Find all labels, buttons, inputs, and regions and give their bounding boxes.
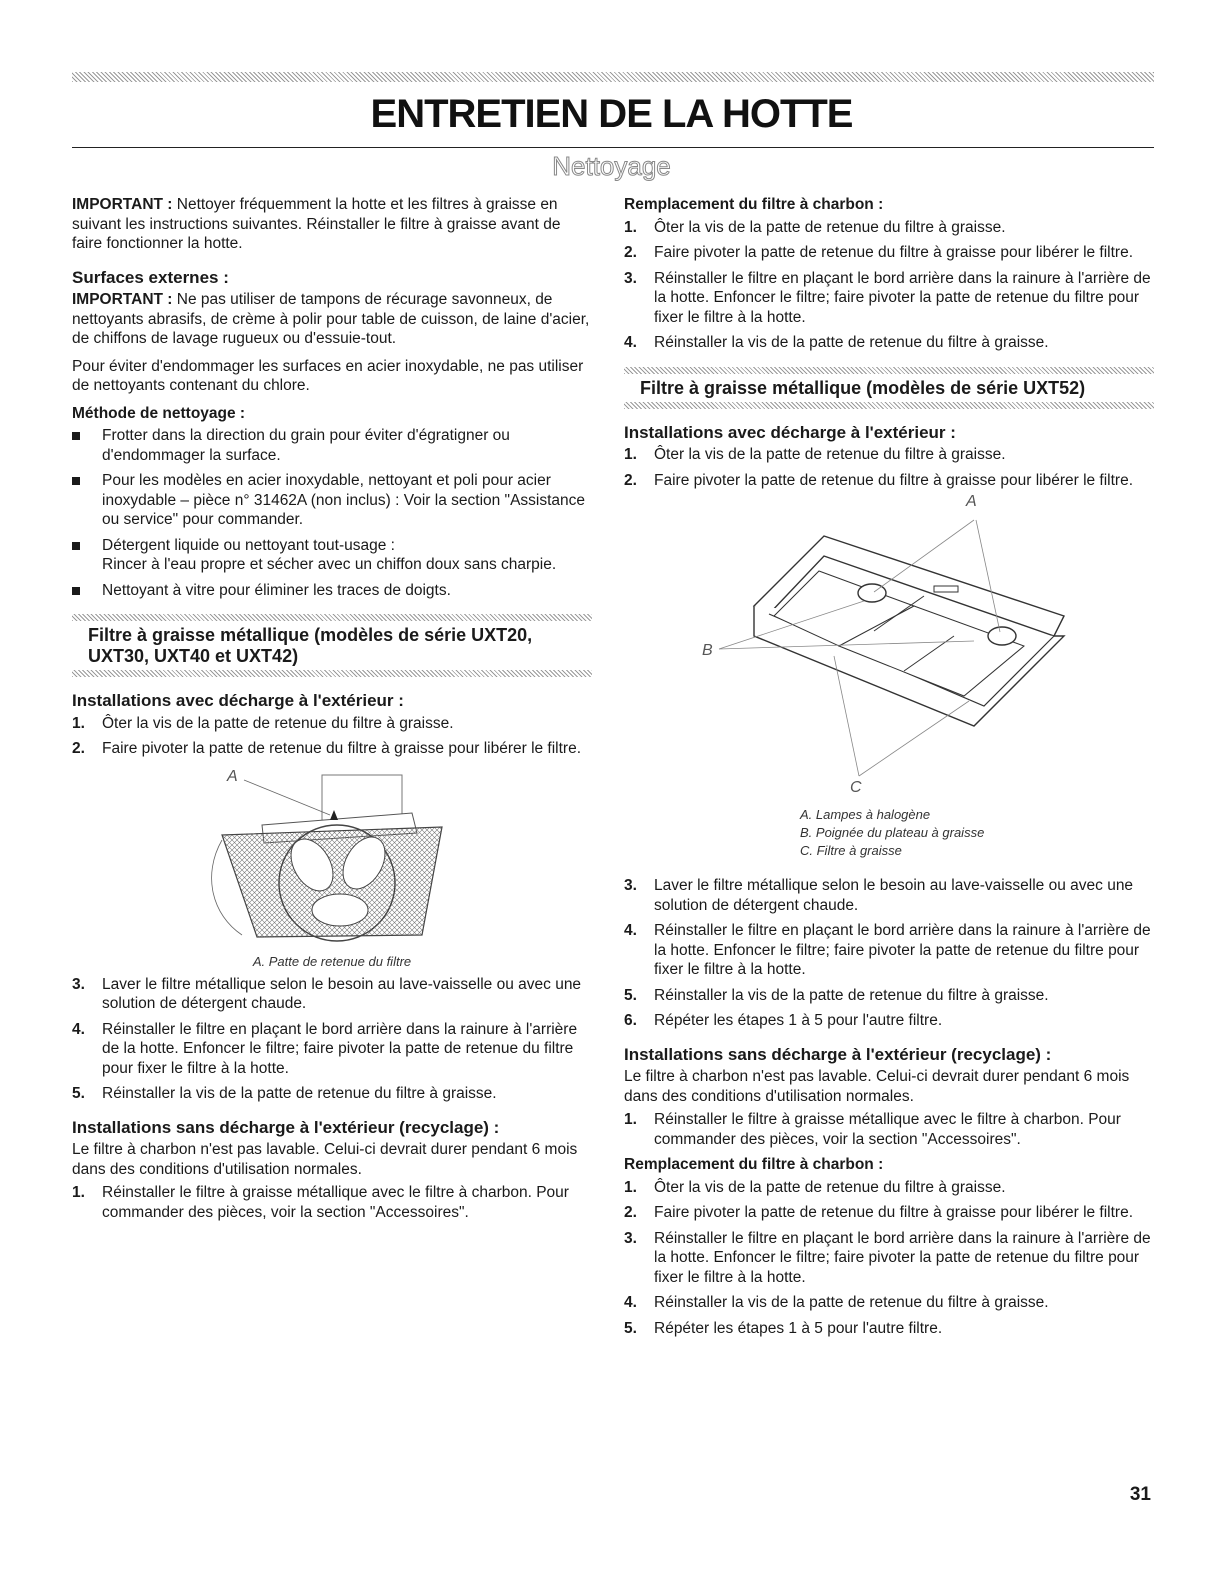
figure-caption: A. Patte de retenue du filtre	[252, 953, 412, 969]
method-list	[72, 426, 592, 600]
page-title: ENTRETIEN DE LA HOTTE	[370, 92, 853, 136]
list-item: 6. Répéter les étapes 1 à 5 pour l'autre filtre.	[624, 1012, 943, 1029]
list-item: 2. Faire pivoter la patte de retenue du filtre à graisse pour libérer le filtre.	[72, 740, 582, 757]
header-band	[72, 72, 1154, 82]
left-column	[72, 195, 592, 1228]
filter-box-left	[72, 610, 592, 681]
figure-captions	[800, 806, 984, 860]
right-column	[624, 195, 1154, 1344]
charcoal-heading: Remplacement du filtre à charbon :	[624, 1156, 884, 1173]
list-item: 1. Ôter la vis de la patte de retenue du filtre à graisse.	[624, 446, 1006, 463]
list-item: 2. Faire pivoter la patte de retenue du filtre à graisse pour libérer le filtre.	[624, 471, 1134, 489]
figure-label-b: B	[702, 642, 713, 659]
page-number: 31	[1129, 1484, 1151, 1505]
list-item: Pour les modèles en acier inoxydable, nettoyant et poli pour acier inoxydable – pièce n° 31462A (non inclus) : Voir la section "Assistance ou service" pour commander.	[72, 471, 592, 530]
bullet-icon	[72, 477, 80, 485]
hood-figure	[624, 493, 1154, 876]
filter-box-right	[624, 363, 1154, 413]
bullet-icon	[72, 542, 80, 550]
list-item: 1. Réinstaller le filtre à graisse métallique avec le filtre à charbon. Pour commander des pièces, voir la section "Accessoires".	[624, 1111, 1121, 1148]
recirc-paragraph: Le filtre à charbon n'est pas lavable. Celui-ci devrait durer pendant 6 mois dans des conditions d'utilisation normales.	[72, 1141, 578, 1178]
list-item: 3. Laver le filtre métallique selon le besoin au lave-vaisselle ou avec une solution de détergent chaude.	[624, 877, 1134, 914]
list-item: Nettoyant à vitre pour éliminer les traces de doigts.	[72, 581, 592, 601]
filter-tab-figure	[72, 765, 592, 975]
bullet-icon	[72, 432, 80, 440]
list-item: 5. Répéter les étapes 1 à 5 pour l'autre filtre.	[624, 1319, 943, 1337]
charcoal-steps	[624, 1178, 1154, 1339]
surfaces-text: Ne pas utiliser de tampons de récurage savonneux, de nettoyants abrasifs, de crème à polir pour table de cuisson, de laine d'acier, de chiffons de lavage rugueux ou d'essuie-tout.	[72, 291, 590, 347]
recirc-steps	[72, 1183, 592, 1222]
list-item: 1. Réinstaller le filtre à graisse métallique avec le filtre à charbon. Pour commander des pièces, voir la section "Accessoires".	[72, 1184, 569, 1221]
figure-label-a: A	[227, 767, 238, 785]
important-label: IMPORTANT :	[72, 196, 173, 213]
caption-line: C. Filtre à graisse	[800, 843, 902, 858]
caption-line: A. Lampes à halogène	[800, 807, 931, 822]
list-item: 1. Ôter la vis de la patte de retenue du filtre à graisse.	[624, 1178, 1006, 1196]
list-item: 4. Réinstaller le filtre en plaçant le bord arrière dans la rainure à l'arrière de la hotte. Enfoncer le filtre; faire pivoter la patte de retenue du filtre pour fixer le filtre à la hotte.	[72, 1020, 578, 1077]
recirc-heading: Installations sans décharge à l'extérieur (recyclage) :	[72, 1117, 500, 1137]
surfaces-heading: Surfaces externes :	[72, 267, 229, 287]
list-item: 4. Réinstaller la vis de la patte de retenue du filtre à graisse.	[624, 334, 1049, 351]
list-item: Détergent liquide ou nettoyant tout-usage : Rincer à l'eau propre et sécher avec un chiffon doux sans charpie.	[72, 536, 592, 575]
intro-paragraph	[72, 195, 592, 254]
vented-heading: Installations avec décharge à l'extérieur :	[624, 422, 956, 442]
list-item: 4. Réinstaller le filtre en plaçant le bord arrière dans la rainure à l'arrière de la hotte. Enfoncer le filtre; faire pivoter la patte de retenue du filtre pour fixer le filtre à la hotte.	[624, 922, 1151, 978]
recirc-heading: Installations sans décharge à l'extérieur (recyclage) :	[624, 1044, 1052, 1064]
list-item: 3. Laver le filtre métallique selon le besoin au lave-vaisselle ou avec une solution de détergent chaude.	[72, 975, 582, 1012]
box-title: Filtre à graisse métallique (modèles de série UXT20, UXT30, UXT40 et UXT42)	[88, 625, 533, 666]
caption-line: B. Poignée du plateau à graisse	[800, 825, 985, 840]
important-label: IMPORTANT :	[72, 291, 173, 308]
recirc-steps	[624, 1110, 1154, 1149]
list-item: 2. Faire pivoter la patte de retenue du filtre à graisse pour libérer le filtre.	[624, 1204, 1134, 1221]
surfaces-paragraph	[72, 290, 592, 349]
recirc-paragraph: Le filtre à charbon n'est pas lavable. Celui-ci devrait durer pendant 6 mois dans des conditions d'utilisation normales.	[624, 1068, 1130, 1105]
list-item: 5. Réinstaller la vis de la patte de retenue du filtre à graisse.	[624, 986, 1049, 1004]
hatch-divider	[72, 614, 592, 621]
bullet-icon	[72, 587, 80, 595]
list-item: 3. Réinstaller le filtre en plaçant le bord arrière dans la rainure à l'arrière de la hotte. Enfoncer le filtre; faire pivoter la patte de retenue du filtre pour fixer le filtre à la hotte.	[624, 1229, 1151, 1286]
charcoal-heading: Remplacement du filtre à charbon :	[624, 196, 884, 213]
section-title: Nettoyage	[552, 151, 671, 181]
charcoal-steps	[624, 218, 1154, 353]
figure-label-c: C	[850, 779, 862, 796]
method-heading: Méthode de nettoyage :	[72, 404, 246, 422]
list-item: 4. Réinstaller la vis de la patte de retenue du filtre à graisse.	[624, 1294, 1049, 1311]
vented-heading: Installations avec décharge à l'extérieur :	[72, 691, 404, 710]
list-item: 5. Réinstaller la vis de la patte de retenue du filtre à graisse.	[72, 1085, 497, 1102]
vented-steps-b	[72, 975, 592, 1104]
list-item: 1. Ôter la vis de la patte de retenue du filtre à graisse.	[72, 714, 454, 732]
list-item: 2. Faire pivoter la patte de retenue du filtre à graisse pour libérer le filtre.	[624, 244, 1134, 261]
vented-steps-a	[72, 714, 592, 759]
vented-steps-a	[624, 445, 1154, 490]
filter-illustration	[72, 765, 592, 960]
intro-text: Nettoyer fréquemment la hotte et les filtres à graisse en suivant les instructions suivantes. Réinstaller le filtre à graisse avant de faire fonctionner la hotte.	[72, 196, 561, 252]
list-item: 3. Réinstaller le filtre en plaçant le bord arrière dans la rainure à l'arrière de la hotte. Enfoncer le filtre; faire pivoter la patte de retenue du filtre pour fixer le filtre à la hotte.	[624, 269, 1151, 326]
hatch-divider	[624, 367, 1154, 374]
box-title: Filtre à graisse métallique (modèles de série UXT52)	[640, 377, 1086, 398]
title-rule	[72, 147, 1154, 148]
hatch-divider	[624, 402, 1154, 409]
list-item: 1. Ôter la vis de la patte de retenue du filtre à graisse.	[624, 218, 1006, 236]
list-item: Frotter dans la direction du grain pour éviter d'égratigner ou d'endommager la surface.	[72, 426, 592, 465]
vented-steps-b	[624, 876, 1154, 1031]
stainless-paragraph: Pour éviter d'endommager les surfaces en acier inoxydable, ne pas utiliser de nettoyants contenant du chlore.	[72, 357, 584, 394]
hatch-divider	[72, 670, 592, 677]
figure-label-a: A	[966, 493, 977, 510]
